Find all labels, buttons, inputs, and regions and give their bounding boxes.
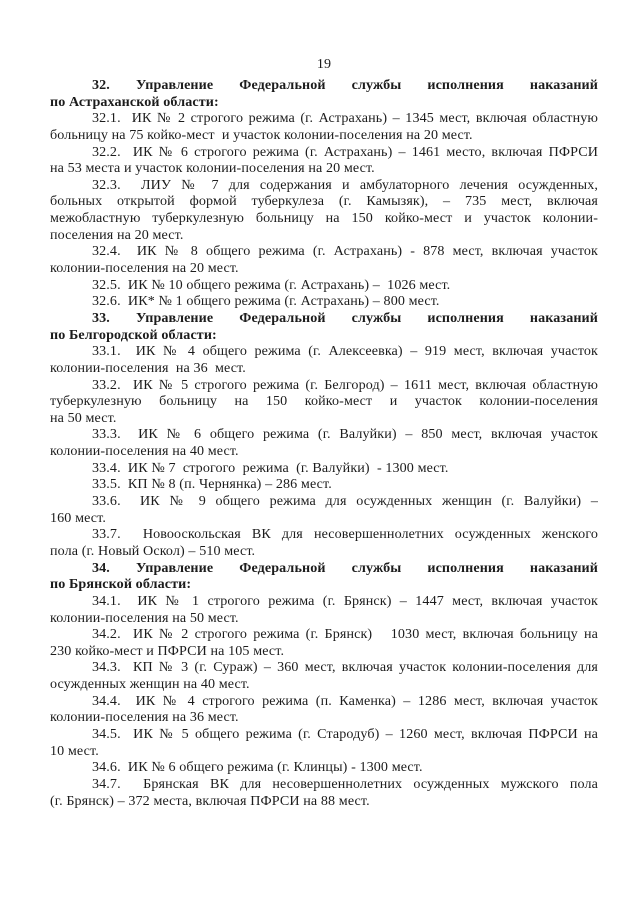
clause-line: 10 мест. — [50, 742, 99, 759]
clause — [50, 476, 598, 493]
clause-line: больных открытой формой туберкулеза (г. Камызяк), – 735 мест, включая — [50, 193, 598, 210]
clause-line: 33.7. Новооскольская ВК для несовершеннолетних осужденных женского — [92, 526, 598, 543]
clause — [50, 659, 598, 692]
clause-line: 32.4. ИК № 8 общего режима (г. Астрахань) - 878 мест, включая участок — [92, 243, 598, 260]
clause-line: колонии-поселения на 50 мест. — [50, 609, 239, 626]
clause-line: колонии-поселения на 20 мест. — [50, 260, 239, 277]
section-heading-line: по Белгородской области: — [50, 326, 217, 343]
document-content — [50, 77, 598, 809]
clause — [50, 343, 598, 376]
section-heading-line: по Астраханской области: — [50, 93, 219, 110]
clause — [50, 177, 598, 244]
clause-line: 33.5. КП № 8 (п. Чернянка) – 286 мест. — [92, 476, 332, 493]
clause — [50, 144, 598, 177]
clause-line: 34.2. ИК № 2 строгого режима (г. Брянск) 1030 мест, включая больницу на — [92, 626, 598, 643]
clause-line: осужденных женщин на 40 мест. — [50, 676, 250, 693]
clause-line: 32.2. ИК № 6 строгого режима (г. Астрахань) – 1461 место, включая ПФРСИ — [92, 143, 598, 160]
clause-line: 34.5. ИК № 5 общего режима (г. Стародуб) – 1260 мест, включая ПФРСИ на — [92, 725, 598, 742]
clause-line: туберкулезную больницу на 150 койко-мест и участок колонии-поселения — [50, 393, 598, 410]
section-heading — [50, 310, 598, 343]
clause-line: 34.7. Брянская ВК для несовершеннолетних осужденных мужского пола — [92, 775, 598, 792]
clause-line: 33.4. ИК № 7 строгого режима (г. Валуйки) - 1300 мест. — [92, 459, 449, 476]
clause-line: на 53 места и участок колонии-поселения на 20 мест. — [50, 160, 375, 177]
section-heading-line: по Брянской области: — [50, 576, 192, 593]
clause — [50, 493, 598, 526]
clause-line: 33.6. ИК № 9 общего режима для осужденных женщин (г. Валуйки) – — [92, 493, 598, 510]
clause-line: больницу на 75 койко-мест и участок колонии-поселения на 20 мест. — [50, 126, 473, 143]
clause-line: колонии-поселения на 36 мест. — [50, 359, 246, 376]
clause-line: 160 мест. — [50, 509, 106, 526]
clause-line: 34.1. ИК № 1 строгого режима (г. Брянск) – 1447 мест, включая участок — [92, 592, 598, 609]
clause — [50, 110, 598, 143]
clause-line: (г. Брянск) – 372 места, включая ПФРСИ на 88 мест. — [50, 792, 370, 809]
clause — [50, 460, 598, 477]
clause-line: 230 койко-мест и ПФРСИ на 105 мест. — [50, 642, 285, 659]
clause — [50, 726, 598, 759]
clause-line: колонии-поселения на 40 мест. — [50, 443, 239, 460]
clause — [50, 693, 598, 726]
clause-line: межобластную туберкулезную больницу на 150 койко-мест и участок колонии- — [50, 210, 598, 227]
section-heading — [50, 560, 598, 593]
clause — [50, 293, 598, 310]
section-heading — [50, 77, 598, 110]
section-heading-line: 34. Управление Федеральной службы исполнения наказаний — [92, 559, 598, 576]
clause — [50, 526, 598, 559]
clause — [50, 776, 598, 809]
clause-line: 32.3. ЛИУ № 7 для содержания и амбулаторного лечения осужденных, — [92, 176, 598, 193]
clause-line: 33.2. ИК № 5 строгого режима (г. Белгород) – 1611 мест, включая областную — [92, 376, 598, 393]
clause-line: колонии-поселения на 36 мест. — [50, 709, 239, 726]
clause-line: 33.3. ИК № 6 общего режима (г. Валуйки) – 850 мест, включая участок — [92, 426, 598, 443]
section — [50, 77, 598, 310]
clause — [50, 626, 598, 659]
clause-line: пола (г. Новый Оскол) – 510 мест. — [50, 542, 256, 559]
clause — [50, 593, 598, 626]
clause-line: поселения на 20 мест. — [50, 226, 184, 243]
clause-line: 32.5. ИК № 10 общего режима (г. Астрахань) – 1026 мест. — [92, 276, 451, 293]
clause-line: 34.4. ИК № 4 строгого режима (п. Каменка) – 1286 мест, включая участок — [92, 692, 598, 709]
section-heading-line: 33. Управление Федеральной службы исполнения наказаний — [92, 309, 598, 326]
section — [50, 560, 598, 810]
section-heading-line: 32. Управление Федеральной службы исполнения наказаний — [92, 77, 598, 93]
clause — [50, 759, 598, 776]
clause-line: 32.6. ИК* № 1 общего режима (г. Астрахань) – 800 мест. — [92, 293, 440, 310]
clause-line: на 50 мест. — [50, 409, 117, 426]
page-number: 19 — [316, 56, 332, 72]
clause — [50, 277, 598, 294]
clause-line: 34.3. КП № 3 (г. Сураж) – 360 мест, включая участок колонии-поселения для — [92, 659, 598, 676]
clause — [50, 426, 598, 459]
clause — [50, 243, 598, 276]
clause-line: 32.1. ИК № 2 строгого режима (г. Астрахань) – 1345 мест, включая областную — [92, 110, 598, 127]
clause — [50, 377, 598, 427]
clause-line: 34.6. ИК № 6 общего режима (г. Клинцы) - 1300 мест. — [92, 759, 423, 776]
section — [50, 310, 598, 560]
clause-line: 33.1. ИК № 4 общего режима (г. Алексеевка) – 919 мест, включая участок — [92, 343, 598, 360]
